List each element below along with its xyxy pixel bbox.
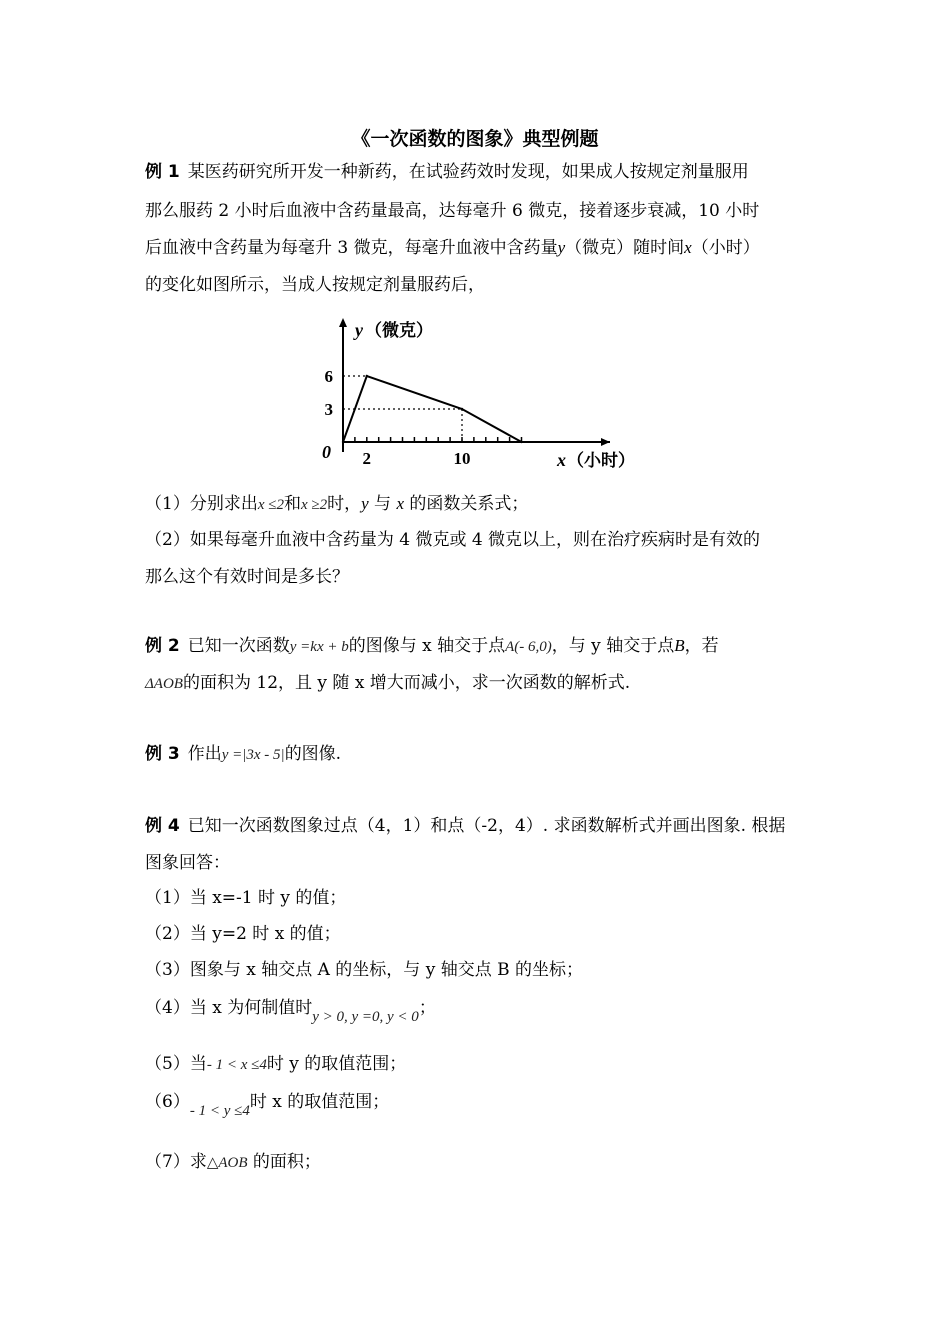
ex1-line2: 那么服药 2 小时后血液中含药量最高，达每毫升 6 微克，接着逐步衰减，10 小时 [145, 201, 760, 221]
x-tick-label-10: 10 [453, 449, 471, 468]
x-tick-label-2: 2 [362, 449, 372, 468]
ex2-line2: ΔAOB的面积为 12，且 y 随 x 增大而减小，求一次函数的解析式. [145, 673, 631, 693]
y-axis-arrow [339, 318, 347, 327]
y-tick-label-3: 3 [324, 400, 333, 419]
ex4-line2: 图象回答： [145, 853, 230, 873]
x-axis-var: x [557, 450, 566, 470]
ex4-q3: （3）图象与 x 轴交点 A 的坐标，与 y 轴交点 B 的坐标； [145, 960, 584, 980]
x-axis-unit: （小时） [567, 451, 635, 470]
ex1-q2-line1: （2）如果每毫升血液中含药量为 4 微克或 4 微克以上，则在治疗疾病时是有效的 [145, 530, 761, 550]
y-tick-label-6: 6 [324, 367, 333, 386]
y-axis-var: y [355, 320, 363, 340]
ex1-q2-line2: 那么这个有效时间是多长？ [145, 567, 349, 587]
ex1-label: 例 1 [145, 162, 180, 182]
ex1-q1: （1）分别求出x ≤2和x ≥2时，y 与 x 的函数关系式； [145, 494, 529, 514]
ex4-q1: （1）当 x=-1 时 y 的值； [145, 888, 347, 908]
ex1-line4: 的变化如图所示，当成人按规定剂量服药后， [145, 275, 485, 295]
page-title: 《一次函数的图象》典型例题 [351, 128, 599, 150]
origin-label: 0 [322, 442, 331, 462]
dosage-chart [305, 310, 645, 480]
x-axis-arrow [601, 438, 610, 446]
ex4-q4: （4）当 x 为何制值时y > 0, y =0, y < 0； [145, 998, 436, 1025]
y-axis-unit: （微克） [365, 321, 433, 340]
ex4-q2: （2）当 y=2 时 x 的值； [145, 924, 341, 944]
ex1-line1: 例 1 某医药研究所开发一种新药，在试验药效时发现，如果成人按规定剂量服用 [145, 162, 749, 182]
ex2-line1: 例 2 已知一次函数y =kx + b的图像与 x 轴交于点A(- 6,0)，与 y 轴交于点B，若 [145, 636, 719, 656]
data-point [366, 375, 368, 377]
ex4-q6: （6）- 1 < y ≤4时 x 的取值范围； [145, 1092, 390, 1119]
data-point [520, 441, 522, 443]
ex4-q5: （5）当- 1 < x ≤4时 y 的取值范围； [145, 1054, 407, 1074]
data-point [461, 408, 463, 410]
ex4-q7: （7）求△AOB 的面积； [145, 1152, 321, 1172]
ex3-line1: 例 3 作出y =|3x - 5|的图像. [145, 744, 342, 764]
data-point [342, 441, 344, 443]
ex4-line1: 例 4 已知一次函数图象过点（4，1）和点（-2，4）. 求函数解析式并画出图象. 根据 [145, 816, 786, 836]
ex2-label: 例 2 [145, 636, 180, 656]
ex4-label: 例 4 [145, 816, 180, 836]
ex1-line3: 后血液中含药量为每毫升 3 微克，每毫升血液中含药量y（微克）随时间x（小时） [145, 238, 760, 258]
ex3-label: 例 3 [145, 744, 180, 764]
